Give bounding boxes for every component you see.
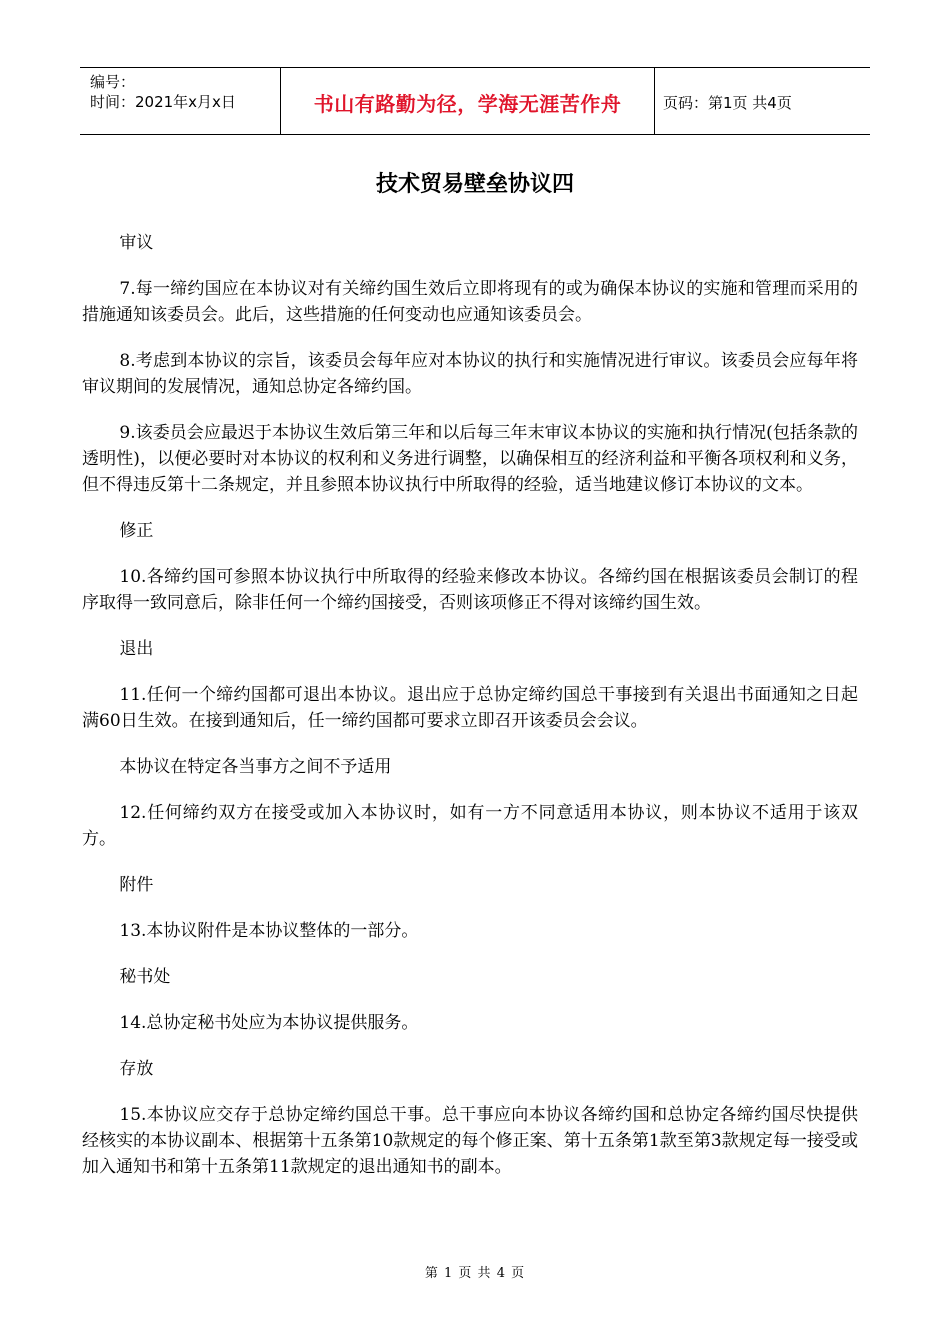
clause-9: 9.该委员会应最迟于本协议生效后第三年和以后每三年末审议本协议的实施和执行情况(包括条款的透明性)，以便必要时对本协议的权利和义务进行调整，以确保相互的经济利益和平衡各项权利和义务，但不得违反第十二条规定，并且参照本协议执行中所取得的经验，适当地建议修订本协议的文本。 bbox=[82, 423, 858, 495]
section-heading-amendment: 修正 bbox=[119, 521, 154, 541]
page-footer: 第 1 页 共 4 页 bbox=[424, 1266, 526, 1281]
header-table bbox=[80, 67, 870, 135]
section-heading-review: 审议 bbox=[119, 233, 154, 253]
section-heading-withdrawal: 退出 bbox=[119, 639, 154, 659]
section-heading-secretariat: 秘书处 bbox=[119, 967, 171, 987]
section-heading-deposit: 存放 bbox=[119, 1059, 154, 1079]
document-body bbox=[82, 230, 858, 1200]
document-date: 时间：2021年x月x日 bbox=[90, 93, 236, 111]
clause-12: 12.任何缔约双方在接受或加入本协议时，如有一方不同意适用本协议，则本协议不适用于该双方。 bbox=[82, 803, 858, 849]
header-motto-cell bbox=[281, 68, 655, 134]
clause-7: 7.每一缔约国应在本协议对有关缔约国生效后立即将现有的或为确保本协议的实施和管理而采用的措施通知该委员会。此后，这些措施的任何变动也应通知该委员会。 bbox=[82, 279, 858, 325]
clause-10: 10.各缔约国可参照本协议执行中所取得的经验来修改本协议。各缔约国在根据该委员会制订的程序取得一致同意后，除非任何一个缔约国接受，否则该项修正不得对该缔约国生效。 bbox=[82, 567, 858, 613]
document-number-label: 编号： bbox=[90, 73, 136, 91]
clause-11: 11.任何一个缔约国都可退出本协议。退出应于总协定缔约国总干事接到有关退出书面通知之日起满60日生效。在接到通知后，任一缔约国都可要求立即召开该委员会会议。 bbox=[82, 685, 858, 731]
header-info-cell bbox=[80, 68, 281, 134]
clause-13: 13.本协议附件是本协议整体的一部分。 bbox=[119, 921, 419, 941]
clause-15: 15.本协议应交存于总协定缔约国总干事。总干事应向本协议各缔约国和总协定各缔约国尽快提供经核实的本协议副本、根据第十五条第10款规定的每个修正案、第十五条第1款至第3款规定每一接受或加入通知书和第十五条第11款规定的退出通知书的副本。 bbox=[82, 1105, 858, 1177]
document-title: 技术贸易壁垒协议四 bbox=[375, 172, 574, 197]
clause-8: 8.考虑到本协议的宗旨，该委员会每年应对本协议的执行和实施情况进行审议。该委员会应每年将审议期间的发展情况，通知总协定各缔约国。 bbox=[82, 351, 858, 397]
clause-14: 14.总协定秘书处应为本协议提供服务。 bbox=[119, 1013, 419, 1033]
section-heading-annexes: 附件 bbox=[119, 875, 154, 895]
header-motto: 书山有路勤为径，学海无涯苦作舟 bbox=[313, 91, 622, 116]
section-heading-non-application: 本协议在特定各当事方之间不予适用 bbox=[119, 757, 392, 777]
header-page-cell bbox=[655, 68, 870, 134]
header-page-code: 页码：第1页 共4页 bbox=[663, 93, 792, 112]
